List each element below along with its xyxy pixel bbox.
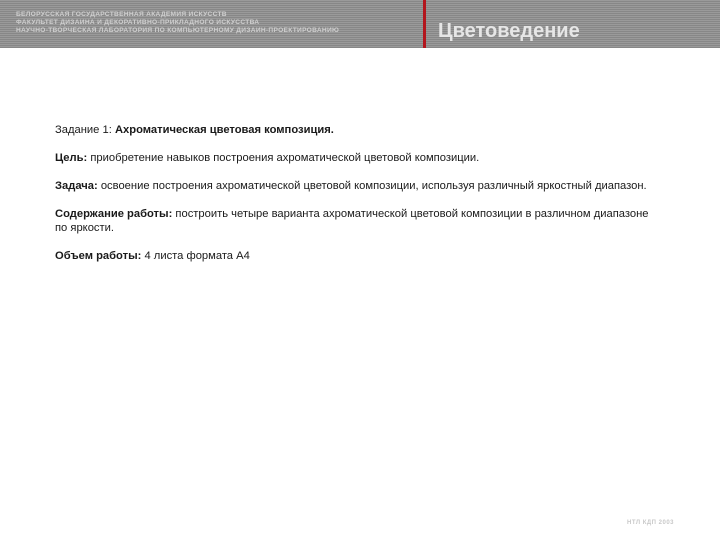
task-label: Задание 1: bbox=[55, 124, 115, 136]
objective-value: освоение построения ахроматической цветовой композиции, используя различный яркостный диапазон. bbox=[100, 180, 647, 192]
task-value: Ахроматическая цветовая композиция. bbox=[114, 124, 334, 136]
header-divider bbox=[423, 0, 426, 48]
academy-name: БЕЛОРУССКАЯ ГОСУДАРСТВЕННАЯ АКАДЕМИЯ ИСКУССТВ bbox=[16, 11, 227, 18]
slide-title: Цветоведение bbox=[438, 20, 580, 42]
volume-value: 4 листа формата А4 bbox=[144, 250, 250, 262]
content-of-work-value: построить четыре варианта ахроматической цветовой композиции в различном диапазоне по яркости. bbox=[55, 208, 649, 234]
volume-line bbox=[55, 249, 655, 263]
goal-line bbox=[55, 151, 655, 165]
content-of-work-label: Содержание работы: bbox=[55, 208, 176, 220]
header-bar bbox=[0, 0, 720, 48]
laboratory-name: НАУЧНО-ТВОРЧЕСКАЯ ЛАБОРАТОРИЯ ПО КОМПЬЮТЕРНОМУ ДИЗАЙН-ПРОЕКТИРОВАНИЮ bbox=[16, 27, 340, 34]
content-of-work-line bbox=[55, 207, 655, 235]
faculty-name: ФАКУЛЬТЕТ ДИЗАЙНА И ДЕКОРАТИВНО-ПРИКЛАДНОГО ИСКУССТВА bbox=[16, 19, 260, 26]
goal-value: приобретение навыков построения ахроматической цветовой композиции. bbox=[90, 152, 480, 164]
footer-label: НТЛ КДП 2003 bbox=[627, 520, 674, 526]
objective-line bbox=[55, 179, 655, 193]
goal-label: Цель: bbox=[55, 152, 91, 164]
volume-label: Объем работы: bbox=[55, 250, 145, 262]
objective-label: Задача: bbox=[55, 180, 101, 192]
academy-info bbox=[16, 11, 411, 35]
assignment-text bbox=[55, 123, 655, 277]
task-line bbox=[55, 123, 655, 137]
